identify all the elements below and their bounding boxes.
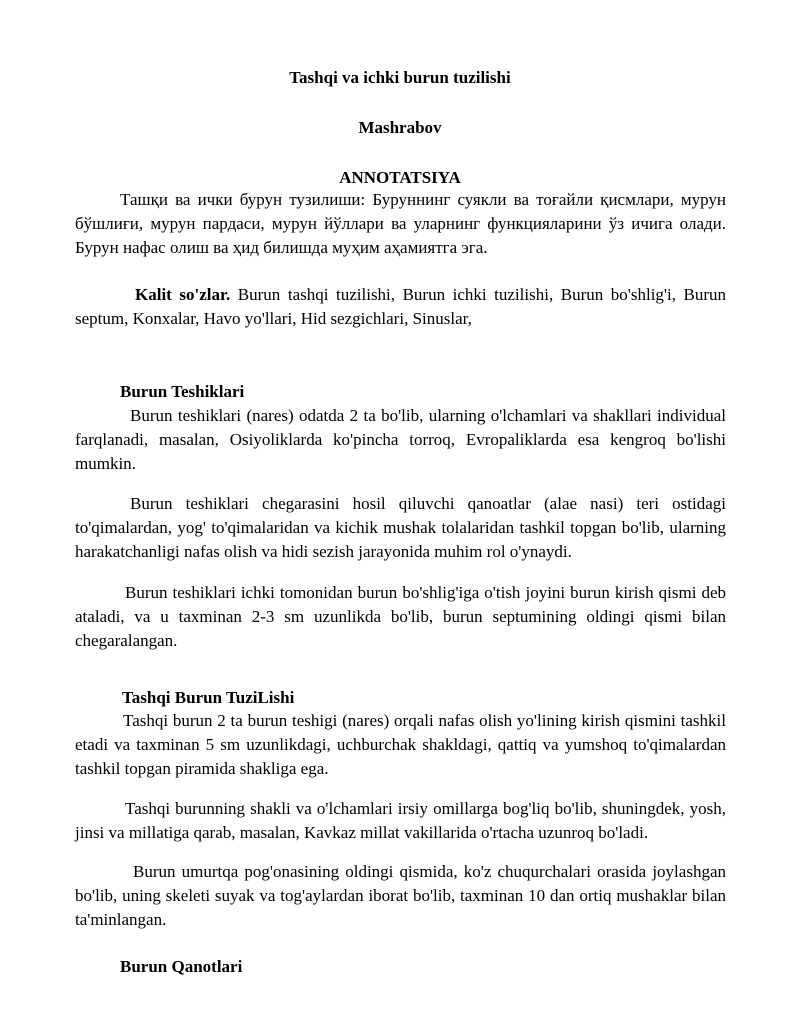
keywords-paragraph — [75, 283, 726, 331]
document-title: Tashqi va ichki burun tuzilishi — [289, 68, 511, 87]
section-heading: Tashqi Burun TuziLishi — [122, 688, 295, 707]
section-heading: Burun Qanotlari — [120, 957, 243, 976]
section-paragraph: Tashqi burun 2 ta burun teshigi (nares) orqali nafas olish yo'lining kirish qismini tashkil etadi va taxminan 5 sm uzunlikdagi, uchburchak shakldagi, qattiq va yumshoq to'qimalardan tashkil topgan piramida shakliga ega. — [75, 711, 726, 778]
keywords-label: Kalit so'zlar. — [135, 285, 231, 304]
author-name: Mashrabov — [358, 118, 442, 137]
section-paragraph: Burun teshiklari (nares) odatda 2 ta bo'lib, ularning o'lchamlari va shakllari individual farqlanadi, masalan, Osiyoliklarda ko'pincha torroq, Evropaliklarda esa kengroq bo'lishi mumkin. — [75, 406, 726, 473]
section-heading: Burun Teshiklari — [120, 382, 245, 401]
section-paragraph: Burun teshiklari ichki tomonidan burun bo'shlig'iga o'tish joyini burun kirish qismi deb ataladi, va u taxminan 2-3 sm uzunlikda bo'lib, burun septumining oldingi qismi bilan chegaralangan. — [75, 583, 726, 650]
abstract-heading: ANNOTATSIYA — [339, 168, 461, 187]
abstract-paragraph: Ташқи ва ички бурун тузилиши: Буруннинг суякли ва тоғайли қисмлари, мурун бўшлиғи, мурун пардаси, мурун йўллари ва уларнинг функцияларини ўз ичига олади. Бурун нафас олиш ва ҳид билишда муҳим аҳамиятга эга. — [75, 190, 726, 257]
section-paragraph: Burun teshiklari chegarasini hosil qiluvchi qanoatlar (alae nasi) teri ostidagi to'qimalardan, yog' to'qimalaridan va kichik mushak tolalaridan tashkil topgan bo'lib, ularning harakatchanligi nafas olish va hidi sezish jarayonida muhim rol o'ynaydi. — [75, 494, 726, 561]
section-paragraph: Burun umurtqa pog'onasining oldingi qismida, ko'z chuqurchalari orasida joylashgan bo'lib, uning skeleti suyak va tog'aylardan iborat bo'lib, taxminan 10 dan ortiq mushaklar bilan ta'minlangan. — [75, 862, 726, 929]
keywords-text: Burun tashqi tuzilishi, Burun ichki tuzilishi, Burun bo'shlig'i, Burun septum, Konxalar, Havo yo'llari, Hid sezgichlari, Sinuslar, — [75, 285, 726, 328]
section-paragraph: Tashqi burunning shakli va o'lchamlari irsiy omillarga bog'liq bo'lib, shuningdek, yosh, jinsi va millatiga qarab, masalan, Kavkaz millat vakillarida o'rtacha uzunroq bo'ladi. — [75, 799, 726, 842]
